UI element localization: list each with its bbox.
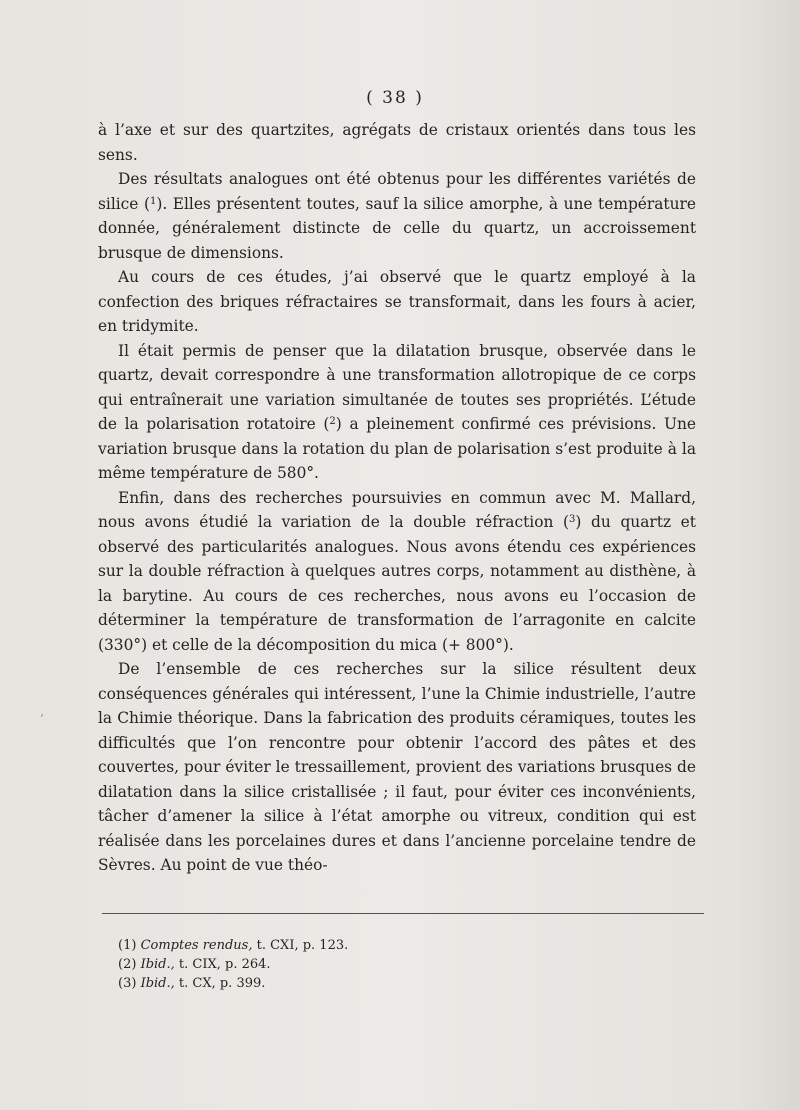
footnote-3 [118, 974, 638, 993]
paragraph-2: Des résultats analogues ont été obtenus pour les différentes variétés de silice ($^1$). Elles présentent toutes, sauf la silice amorphe, à une température donnée, généralement distincte de celle du quartz, un accroissement brusque de dimensions. [98, 170, 696, 262]
footnotes [118, 936, 638, 993]
footnote-reference: t. CIX, p. 264. [178, 957, 271, 972]
footnote-title: Ibid., [140, 976, 175, 991]
page-number: ( 38 ) [366, 88, 424, 108]
paragraph-3: Au cours de ces études, j’ai observé que le quartz employé à la confection des briques réfractaires se transformait, dans les fours à acier, en tridymite. [98, 268, 696, 335]
footnote-divider [102, 913, 704, 914]
footnote-title: Comptes rendus, [140, 938, 253, 953]
note-ref-1: 1 [149, 195, 157, 207]
footnote-2 [118, 955, 638, 974]
footnote-reference: t. CX, p. 399. [178, 976, 266, 991]
paragraph-4: Il était permis de penser que la dilatation brusque, observée dans le quartz, devait correspondre à une transformation allotropique de ce corps qui entraînerait une variation simultanée de toutes ses propriétés. L’étude de la polarisation rotatoire ($^2$) a pleinement confirmé ces prévisions. Une variation brusque dans la rotation du plan de polarisation s’est produite à la même température de 580°. [98, 341, 696, 482]
footnote-number: (2) [118, 957, 137, 972]
paragraph-6: De l’ensemble de ces recherches sur la silice résultent deux conséquences générales qui intéressent, l’une la Chimie industrielle, l’autre la Chimie théorique. Dans la fabrication des produits céramiques, toutes les difficultés que l’on rencontre pour obtenir l’accord des pâtes et des couvertes, pour éviter le tressaillement, provient des variations brusques de dilatation dans la silice cristallisée ; il faut, pour éviter ces inconvénients, tâcher d’amener la silice à l’état amorphe ou vitreux, condition qui est réalisée dans les porcelaines dures et dans l’ancienne porcelaine tendre de Sèvres. Au point de vue théo- [98, 660, 696, 874]
body-text [98, 118, 696, 878]
footnote-title: Ibid., [140, 957, 175, 972]
footnote-1 [118, 936, 638, 955]
paragraph-5: Enfin, dans des recherches poursuivies en commun avec M. Mallard, nous avons étudié la variation de la double réfraction ($^3$) du quartz et observé des particularités analogues. Nous avons étendu ces expériences sur la double réfraction à quelques autres corps, notamment au disthène, à la barytine. Au cours de ces recherches, nous avons eu l’occasion de déterminer la température de transformation de l’arragonite en calcite (330°) et celle de la décomposition du mica (+ 800°). [98, 488, 696, 654]
footnote-number: (3) [118, 976, 137, 991]
note-ref-3: 3 [569, 514, 576, 525]
paragraph-1: à l’axe et sur des quartzites, agrégats de cristaux orientés dans tous les sens. [98, 121, 696, 164]
footnote-number: (1) [118, 938, 137, 953]
note-ref-2: 2 [329, 416, 336, 427]
margin-speck: ’ [40, 712, 44, 726]
footnote-reference: t. CXI, p. 123. [256, 938, 349, 953]
